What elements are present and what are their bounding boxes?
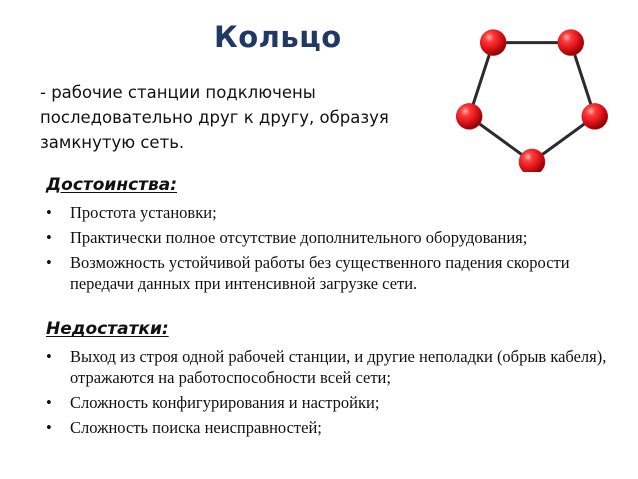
bullet-icon: • — [46, 347, 52, 366]
list-item-text: Практически полное отсутствие дополнительного оборудования; — [70, 228, 528, 247]
list-item — [46, 252, 626, 294]
list-item — [46, 202, 626, 223]
intro-text: - рабочие станции подключены последовательно друг к другу, образуя замкнутую сеть. — [40, 83, 389, 152]
slide-title: Кольцо — [214, 20, 342, 54]
bullet-icon: • — [46, 228, 52, 247]
list-item — [46, 417, 626, 438]
bullet-icon: • — [46, 418, 52, 437]
bullet-icon: • — [46, 393, 52, 412]
workstation-node — [456, 103, 482, 129]
list-item-text: Возможность устойчивой работы без существенного падения скорости передачи данных при интенсивной загрузке сети. — [70, 253, 570, 293]
bullet-icon: • — [46, 203, 52, 222]
list-item-text: Выход из строя одной рабочей станции, и другие неполадки (обрыв кабеля), отражаются на работоспособности всей сети; — [70, 347, 607, 387]
ring-links — [469, 43, 595, 162]
list-item-text: Сложность конфигурирования и настройки; — [70, 393, 380, 412]
list-item — [46, 227, 626, 248]
workstation-node — [582, 103, 608, 129]
list-item-text: Сложность поиска неисправностей; — [70, 418, 322, 437]
advantages-heading: Достоинства: — [46, 175, 178, 195]
workstation-node — [519, 149, 545, 172]
workstation-node — [480, 30, 506, 56]
disadvantages-list — [46, 346, 626, 442]
disadvantages-heading: Недостатки: — [46, 319, 169, 339]
advantages-list — [46, 202, 626, 298]
workstation-node — [558, 30, 584, 56]
ring-nodes — [456, 30, 608, 172]
list-item-text: Простота установки; — [70, 203, 217, 222]
bullet-icon: • — [46, 253, 52, 272]
list-item — [46, 346, 626, 388]
ring-topology-diagram — [448, 6, 616, 172]
list-item — [46, 392, 626, 413]
